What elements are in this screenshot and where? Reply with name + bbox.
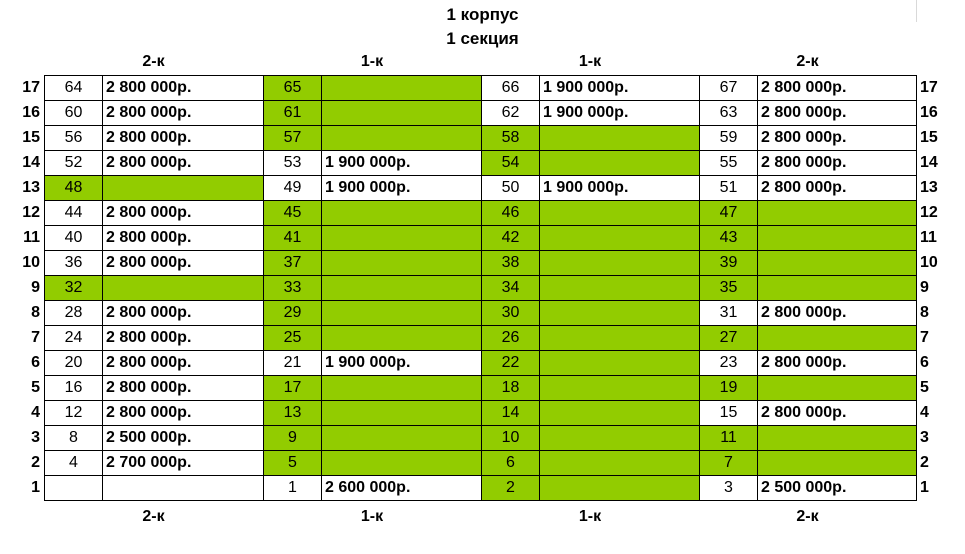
apartment-number: 36 xyxy=(45,251,103,276)
apartment-number: 33 xyxy=(264,276,322,301)
apartment-number: 66 xyxy=(482,76,540,101)
building-title: 1 корпус xyxy=(446,5,519,24)
apartment-number: 20 xyxy=(45,351,103,376)
apartment-number: 47 xyxy=(700,201,758,226)
floor-label-right: 14 xyxy=(920,154,938,171)
sold-cell xyxy=(322,376,482,401)
sold-cell xyxy=(322,426,482,451)
apartment-number: 56 xyxy=(45,126,103,151)
sold-cell xyxy=(322,401,482,426)
apartment-price: 1 900 000р. xyxy=(322,176,482,201)
apartment-number: 17 xyxy=(264,376,322,401)
sold-cell xyxy=(758,451,917,476)
apartment-price xyxy=(103,476,264,501)
apartment-number: 26 xyxy=(482,326,540,351)
floor-label-right: 7 xyxy=(920,329,929,346)
apartment-number: 21 xyxy=(264,351,322,376)
apartment-number: 24 xyxy=(45,326,103,351)
floor-row xyxy=(45,376,917,401)
apartment-price: 1 900 000р. xyxy=(322,351,482,376)
sold-cell xyxy=(540,376,700,401)
apartment-price: 2 800 000р. xyxy=(103,101,264,126)
apartment-price: 2 600 000р. xyxy=(322,476,482,501)
floor-row xyxy=(45,276,917,301)
column-header: 2-к xyxy=(796,508,819,525)
sold-cell xyxy=(322,326,482,351)
floor-label-left: 5 xyxy=(31,379,40,396)
apartment-price: 1 900 000р. xyxy=(540,76,700,101)
floor-label-right: 13 xyxy=(920,179,938,196)
sold-cell xyxy=(758,376,917,401)
column-header: 2-к xyxy=(796,53,819,70)
apartment-number: 32 xyxy=(45,276,103,301)
apartment-number: 2 xyxy=(482,476,540,501)
floor-label-left: 9 xyxy=(31,279,40,296)
apartment-price: 2 800 000р. xyxy=(103,401,264,426)
floor-label-left: 7 xyxy=(31,329,40,346)
floor-labels-left xyxy=(0,75,40,500)
apartment-number: 45 xyxy=(264,201,322,226)
floor-label-right: 8 xyxy=(920,304,929,321)
apartment-price: 2 800 000р. xyxy=(758,401,917,426)
apartment-price: 2 800 000р. xyxy=(758,176,917,201)
sold-cell xyxy=(322,201,482,226)
floor-label-left: 14 xyxy=(22,154,40,171)
floor-label-left: 6 xyxy=(31,354,40,371)
floor-label-right: 2 xyxy=(920,454,929,471)
apartment-price: 2 800 000р. xyxy=(758,301,917,326)
floor-row xyxy=(45,351,917,376)
apartment-number: 7 xyxy=(700,451,758,476)
apartment-price: 2 800 000р. xyxy=(758,101,917,126)
apartment-number: 1 xyxy=(264,476,322,501)
column-headers-bottom xyxy=(44,506,916,528)
apartment-number: 19 xyxy=(700,376,758,401)
apartment-price: 2 800 000р. xyxy=(103,76,264,101)
apartment-price: 2 500 000р. xyxy=(758,476,917,501)
floor-row xyxy=(45,251,917,276)
sold-cell xyxy=(540,276,700,301)
apartment-price: 2 800 000р. xyxy=(758,351,917,376)
sold-cell xyxy=(322,251,482,276)
floor-label-right: 3 xyxy=(920,429,929,446)
column-header: 2-к xyxy=(142,53,165,70)
apartment-number: 44 xyxy=(45,201,103,226)
apartment-number: 27 xyxy=(700,326,758,351)
floor-label-left: 4 xyxy=(31,404,40,421)
apartment-number: 54 xyxy=(482,151,540,176)
floor-label-left: 2 xyxy=(31,454,40,471)
floor-label-right: 10 xyxy=(920,254,938,271)
sold-cell xyxy=(322,101,482,126)
apartment-number: 10 xyxy=(482,426,540,451)
apartment-number: 11 xyxy=(700,426,758,451)
apartment-number: 5 xyxy=(264,451,322,476)
apartment-price: 1 900 000р. xyxy=(540,176,700,201)
floor-row xyxy=(45,126,917,151)
apartment-number: 61 xyxy=(264,101,322,126)
sold-cell xyxy=(322,301,482,326)
apartment-number: 31 xyxy=(700,301,758,326)
sold-cell xyxy=(758,326,917,351)
floor-label-left: 10 xyxy=(22,254,40,271)
sold-cell xyxy=(322,76,482,101)
column-header: 1-к xyxy=(360,53,384,70)
floor-label-left: 16 xyxy=(22,104,40,121)
sold-cell xyxy=(540,451,700,476)
sold-cell xyxy=(758,426,917,451)
floor-row xyxy=(45,76,917,101)
apartment-number: 65 xyxy=(264,76,322,101)
apartment-number: 55 xyxy=(700,151,758,176)
apartment-number: 43 xyxy=(700,226,758,251)
sold-cell xyxy=(322,126,482,151)
floor-row xyxy=(45,426,917,451)
sold-cell xyxy=(758,226,917,251)
apartment-number: 40 xyxy=(45,226,103,251)
apartment-number: 39 xyxy=(700,251,758,276)
apartment-number: 58 xyxy=(482,126,540,151)
floor-label-right: 16 xyxy=(920,104,938,121)
sold-cell xyxy=(103,176,264,201)
apartment-number: 30 xyxy=(482,301,540,326)
column-header: 1-к xyxy=(578,508,602,525)
apartment-number: 52 xyxy=(45,151,103,176)
apartment-number: 62 xyxy=(482,101,540,126)
apartment-price: 1 900 000р. xyxy=(540,101,700,126)
apartment-number: 25 xyxy=(264,326,322,351)
apartment-number: 67 xyxy=(700,76,758,101)
floor-label-left: 8 xyxy=(31,304,40,321)
floor-label-left: 13 xyxy=(22,179,40,196)
apartment-price: 2 800 000р. xyxy=(103,301,264,326)
apartment-number: 41 xyxy=(264,226,322,251)
floor-label-right: 4 xyxy=(920,404,929,421)
floor-label-left: 12 xyxy=(22,204,40,221)
apartment-number: 59 xyxy=(700,126,758,151)
section-title: 1 секция xyxy=(446,29,519,48)
floor-label-left: 3 xyxy=(31,429,40,446)
floor-labels-right xyxy=(920,75,960,500)
column-header: 1-к xyxy=(360,508,384,525)
floor-row xyxy=(45,201,917,226)
apartment-price: 2 800 000р. xyxy=(758,76,917,101)
sold-cell xyxy=(540,301,700,326)
floor-label-left: 17 xyxy=(22,79,40,96)
apartment-number: 34 xyxy=(482,276,540,301)
floor-label-right: 5 xyxy=(920,379,929,396)
floor-row xyxy=(45,301,917,326)
sold-cell xyxy=(540,226,700,251)
floor-label-left: 1 xyxy=(31,479,40,496)
apartment-number: 63 xyxy=(700,101,758,126)
floor-row xyxy=(45,101,917,126)
apartment-number: 23 xyxy=(700,351,758,376)
apartment-number: 64 xyxy=(45,76,103,101)
cell-divider-line xyxy=(916,0,917,22)
column-header: 2-к xyxy=(142,508,165,525)
floor-row xyxy=(45,326,917,351)
floor-row xyxy=(45,451,917,476)
floor-label-right: 15 xyxy=(920,129,938,146)
apartment-number: 29 xyxy=(264,301,322,326)
floor-label-right: 9 xyxy=(920,279,929,296)
apartment-number: 57 xyxy=(264,126,322,151)
apartment-price: 2 800 000р. xyxy=(103,351,264,376)
apartment-number: 53 xyxy=(264,151,322,176)
sold-cell xyxy=(540,126,700,151)
apartment-price: 2 800 000р. xyxy=(103,326,264,351)
apartment-number xyxy=(45,476,103,501)
floor-row xyxy=(45,476,917,501)
apartment-number: 18 xyxy=(482,376,540,401)
floor-label-right: 12 xyxy=(920,204,938,221)
apartment-price: 2 800 000р. xyxy=(103,251,264,276)
apartment-price: 2 800 000р. xyxy=(103,376,264,401)
floor-label-right: 6 xyxy=(920,354,929,371)
apartment-price: 2 800 000р. xyxy=(758,126,917,151)
apartment-number: 46 xyxy=(482,201,540,226)
sold-cell xyxy=(540,476,700,501)
sold-cell xyxy=(540,351,700,376)
floor-row xyxy=(45,401,917,426)
sold-cell xyxy=(322,451,482,476)
apartment-number: 15 xyxy=(700,401,758,426)
floor-label-left: 11 xyxy=(23,229,40,246)
sold-cell xyxy=(540,401,700,426)
apartment-price: 2 700 000р. xyxy=(103,451,264,476)
sold-cell xyxy=(758,201,917,226)
floor-label-right: 11 xyxy=(920,229,937,246)
apartment-number: 37 xyxy=(264,251,322,276)
apartment-number: 16 xyxy=(45,376,103,401)
sold-cell xyxy=(758,251,917,276)
apartment-price: 2 800 000р. xyxy=(758,151,917,176)
apartment-number: 42 xyxy=(482,226,540,251)
apartment-number: 14 xyxy=(482,401,540,426)
apartment-price: 2 800 000р. xyxy=(103,151,264,176)
column-headers-top xyxy=(44,51,916,73)
apartment-price: 2 800 000р. xyxy=(103,226,264,251)
apartment-price: 2 800 000р. xyxy=(103,201,264,226)
apartment-price: 2 800 000р. xyxy=(103,126,264,151)
apartment-number: 60 xyxy=(45,101,103,126)
apartment-number: 50 xyxy=(482,176,540,201)
apartment-number: 4 xyxy=(45,451,103,476)
apartment-number: 28 xyxy=(45,301,103,326)
apartment-grid xyxy=(44,75,917,501)
column-header: 1-к xyxy=(578,53,602,70)
sold-cell xyxy=(540,251,700,276)
apartment-number: 3 xyxy=(700,476,758,501)
floor-row xyxy=(45,226,917,251)
floor-label-right: 1 xyxy=(920,479,929,496)
apartment-number: 49 xyxy=(264,176,322,201)
floor-label-right: 17 xyxy=(920,79,938,96)
sold-cell xyxy=(322,276,482,301)
apartment-number: 12 xyxy=(45,401,103,426)
apartment-number: 35 xyxy=(700,276,758,301)
apartment-number: 9 xyxy=(264,426,322,451)
apartment-price: 2 500 000р. xyxy=(103,426,264,451)
floor-row xyxy=(45,151,917,176)
sold-cell xyxy=(540,426,700,451)
apartment-price: 1 900 000р. xyxy=(322,151,482,176)
sold-cell xyxy=(540,201,700,226)
sold-cell xyxy=(540,151,700,176)
apartment-number: 8 xyxy=(45,426,103,451)
apartment-number: 13 xyxy=(264,401,322,426)
sold-cell xyxy=(322,226,482,251)
sold-cell xyxy=(540,326,700,351)
apartment-number: 38 xyxy=(482,251,540,276)
floor-label-left: 15 xyxy=(22,129,40,146)
sold-cell xyxy=(758,276,917,301)
apartment-number: 51 xyxy=(700,176,758,201)
apartment-number: 22 xyxy=(482,351,540,376)
apartment-number: 6 xyxy=(482,451,540,476)
sold-cell xyxy=(103,276,264,301)
apartment-number: 48 xyxy=(45,176,103,201)
floor-row xyxy=(45,176,917,201)
